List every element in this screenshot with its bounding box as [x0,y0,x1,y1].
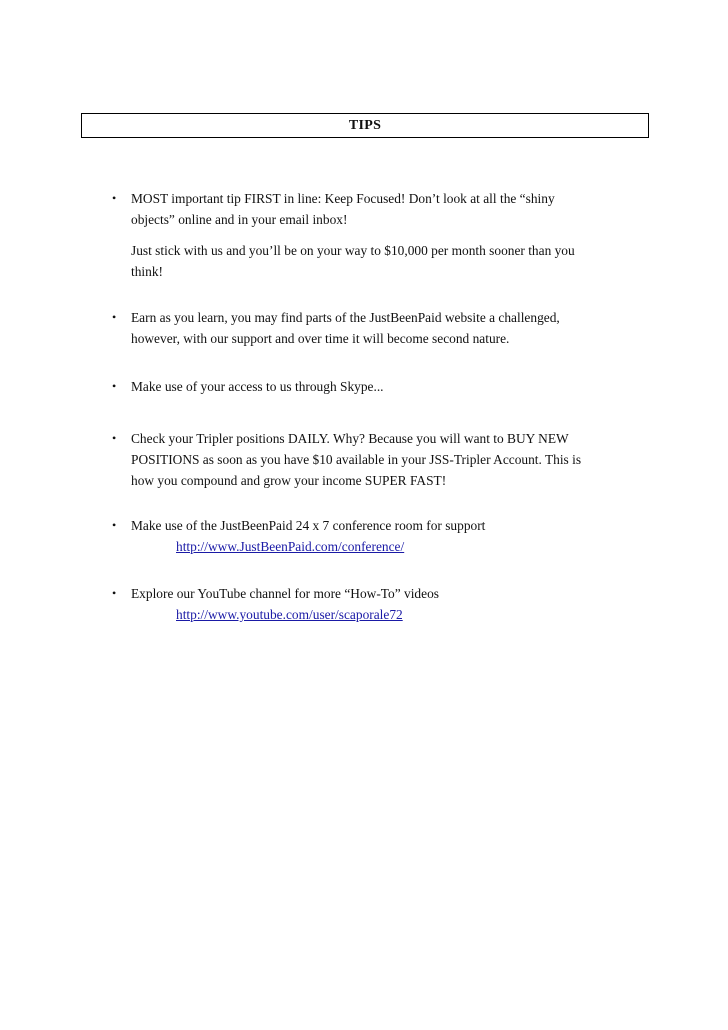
tip-text [131,188,641,282]
tip-text [131,376,641,397]
tip-line: Just stick with us and you’ll be on your way to $10,000 per month sooner than you [131,243,575,258]
tip-line: MOST important tip FIRST in line: Keep Focused! Don’t look at all the “shiny [131,191,555,206]
tip-line: objects” online and in your email inbox! [131,212,348,227]
tip-line: Explore our YouTube channel for more “How-To” videos [131,586,439,601]
bullet-icon: • [112,586,117,600]
tip-text [131,428,641,491]
tip-line: Make use of the JustBeenPaid 24 x 7 conference room for support [131,518,486,533]
tip-text [131,515,641,557]
bullet-icon: • [112,191,117,205]
tip-text [131,307,641,349]
bullet-icon: • [112,379,117,393]
page-title: TIPS [81,113,649,138]
tip-line: Make use of your access to us through Skype... [131,379,384,394]
bullet-icon: • [112,431,117,445]
tip-line: Check your Tripler positions DAILY. Why? Because you will want to BUY NEW [131,431,569,446]
tip-line: how you compound and grow your income SUPER FAST! [131,473,447,488]
bullet-icon: • [112,310,117,324]
tip-line: POSITIONS as soon as you have $10 available in your JSS-Tripler Account. This is [131,452,582,467]
youtube-link[interactable]: http://www.youtube.com/user/scaporale72 [176,607,403,622]
tip-line: Earn as you learn, you may find parts of the JustBeenPaid website a challenged, [131,310,560,325]
conference-link[interactable]: http://www.JustBeenPaid.com/conference/ [176,539,405,554]
bullet-icon: • [112,518,117,532]
tip-text [131,583,641,625]
tip-line: however, with our support and over time it will become second nature. [131,331,510,346]
tip-line: think! [131,264,163,279]
